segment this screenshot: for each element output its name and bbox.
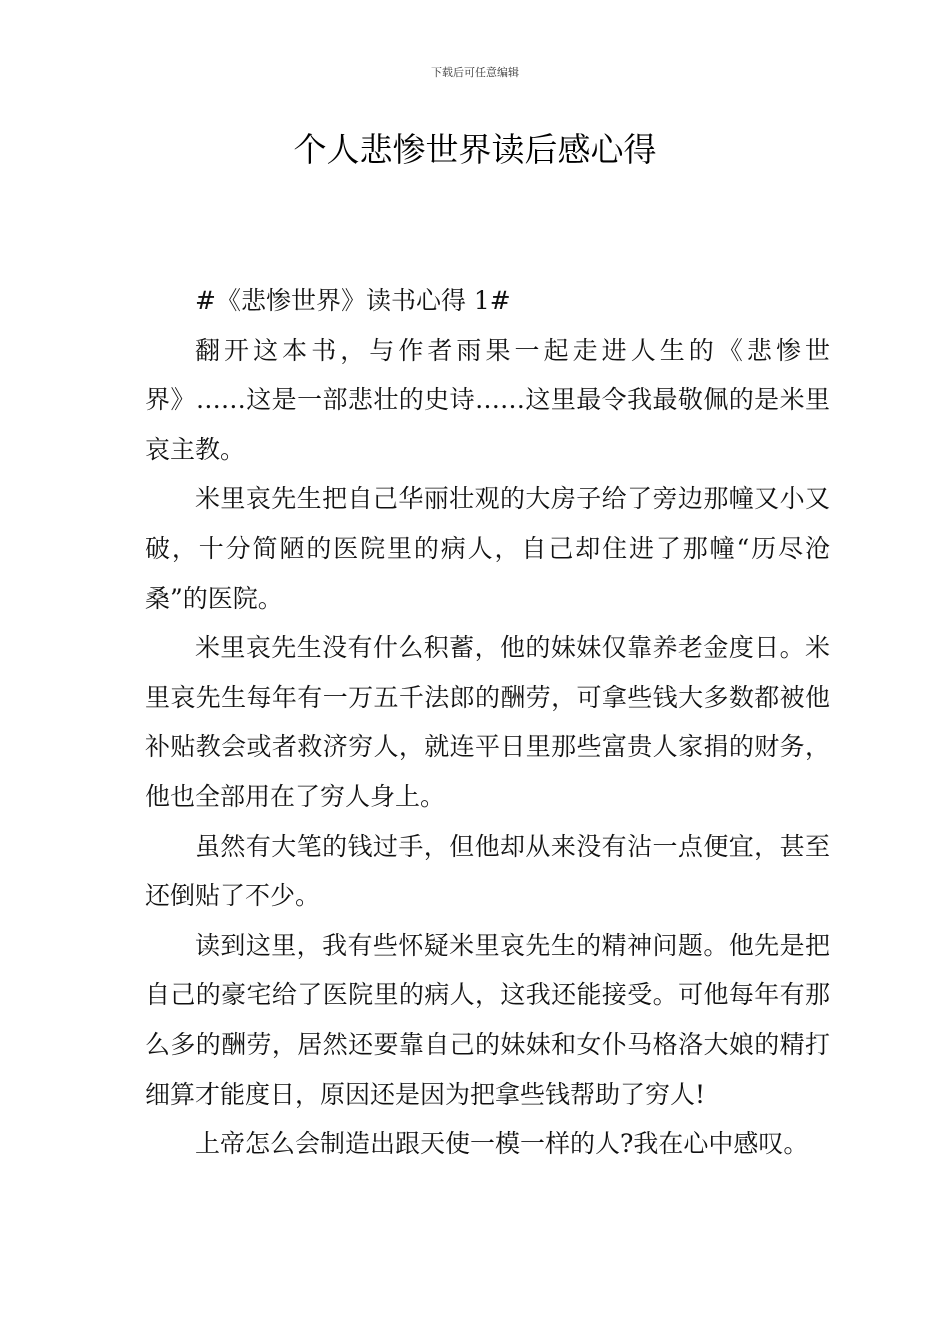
paragraph: 上帝怎么会制造出跟天使一模一样的人?我在心中感叹。	[195, 1129, 809, 1159]
document-title: 个人悲惨世界读后感心得	[293, 130, 657, 169]
paragraph: 读到这里，我有些怀疑米里哀先生的精神问题。他先是把自己的豪宅给了医院里的病人，这我还能接受。可他每年有那么多的酬劳，居然还要靠自己的妹妹和女仆马格洛大娘的精打细算才能度日，原因还是因为把拿些钱帮助了穷人!	[145, 930, 830, 1109]
page-header-note: 下载后可任意编辑	[431, 66, 519, 79]
paragraph: 翻开这本书，与作者雨果一起走进人生的《悲惨世界》……这是一部悲壮的史诗……这里最令我最敬佩的是米里哀主教。	[145, 335, 830, 464]
paragraph: 米里哀先生没有什么积蓄，他的妹妹仅靠养老金度日。米里哀先生每年有一万五千法郎的酬劳，可拿些钱大多数都被他补贴教会或者救济穷人，就连平日里那些富贵人家捐的财务，他也全部用在了穷人身上。	[145, 633, 830, 811]
section-heading: #《悲惨世界》读书心得 1#	[195, 286, 511, 315]
paragraph: 虽然有大笔的钱过手，但他却从来没有沾一点便宜，甚至还倒贴了不少。	[145, 831, 830, 911]
document-body	[145, 276, 830, 1169]
paragraph: 米里哀先生把自己华丽壮观的大房子给了旁边那幢又小又破，十分简陋的医院里的病人，自己却住进了那幢“历尽沧桑”的医院。	[145, 484, 830, 613]
